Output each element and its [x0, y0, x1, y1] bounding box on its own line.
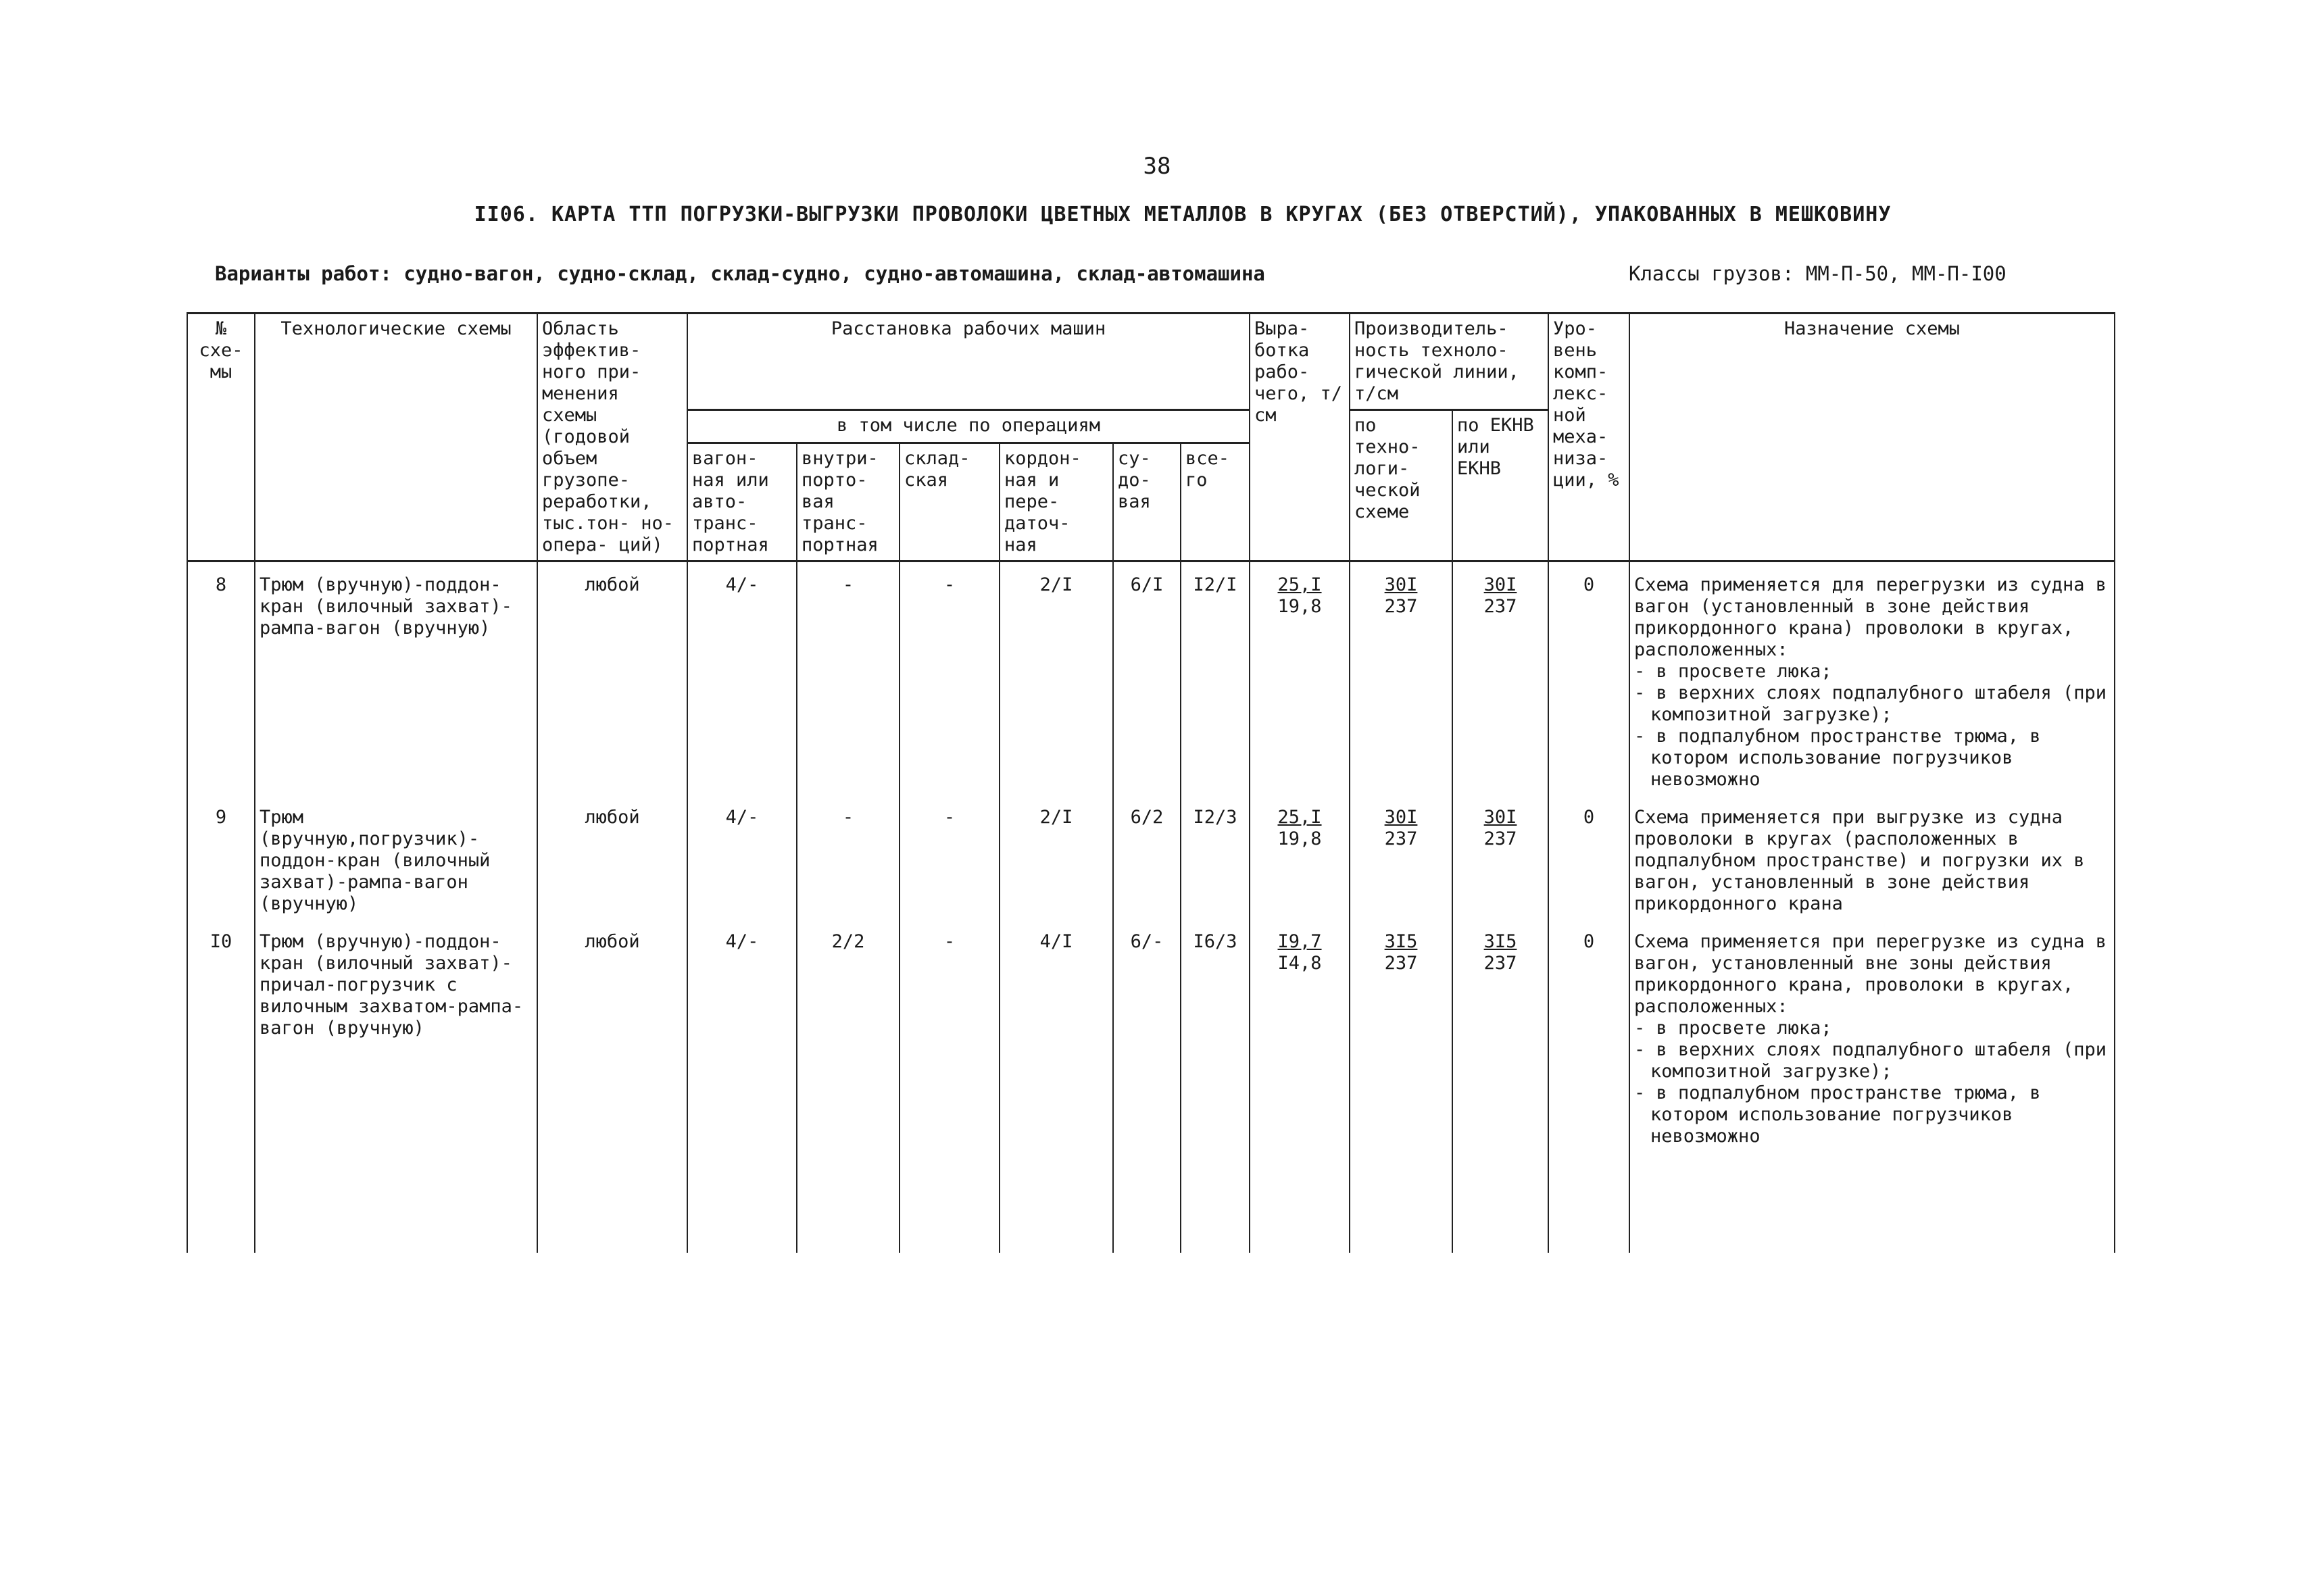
row-op-total: I6/3: [1181, 919, 1250, 1253]
row-number: I0: [187, 919, 255, 1253]
row-op-ship: 6/-: [1113, 919, 1181, 1253]
header-op-total: все- го: [1181, 443, 1250, 562]
row-op-total: I2/3: [1181, 795, 1250, 919]
row-prod-tech: [1350, 562, 1452, 795]
header-op-internal: внутри- порто- вая транс- портная: [797, 443, 900, 562]
header-mechanization-level: Уро- вень комп- лекс- ной меха- низа- ции, %: [1548, 314, 1629, 562]
output-numerator: I9,7: [1277, 931, 1322, 952]
header-op-wagon: вагон- ная или авто- транс- портная: [687, 443, 797, 562]
prod-tech-denominator: 237: [1384, 953, 1418, 974]
row-op-internal: -: [797, 562, 900, 795]
purpose-item: - в просвете люка;: [1634, 661, 1832, 682]
row-prod-tech: [1350, 919, 1452, 1253]
document-title: II06. КАРТА ТТП ПОГРУЗКИ-ВЫГРУЗКИ ПРОВОЛОКИ ЦВЕТНЫХ МЕТАЛЛОВ В КРУГАХ (БЕЗ ОТВЕРСТИЙ), УПАКОВАННЫХ В МЕШКОВИНУ: [474, 203, 1892, 226]
row-op-wagon: 4/-: [687, 795, 797, 919]
output-denominator: I4,8: [1277, 953, 1322, 974]
purpose-item: - в верхних слоях подпалубного штабеля (при композитной загрузке);: [1634, 1039, 2107, 1082]
row-number: 8: [187, 562, 255, 795]
prod-eknv-denominator: 237: [1483, 953, 1517, 974]
header-worker-output: Выра- ботка рабо- чего, т/см: [1250, 314, 1350, 562]
row-scheme: Трюм (вручную)-поддон-кран (вилочный захват)-рампа-вагон (вручную): [255, 562, 537, 795]
row-op-internal: 2/2: [797, 919, 900, 1253]
row-op-cordon: 2/I: [1000, 562, 1113, 795]
cargo-classes: Классы грузов: ММ-П-50, ММ-П-I00: [1629, 262, 2007, 285]
row-op-warehouse: -: [900, 795, 1000, 919]
row-prod-tech: [1350, 795, 1452, 919]
row-area: любой: [537, 919, 687, 1253]
row-prod-eknv: [1452, 919, 1548, 1253]
prod-eknv-numerator: 30I: [1483, 807, 1517, 828]
row-purpose: [1629, 562, 2115, 795]
row-op-warehouse: -: [900, 919, 1000, 1253]
header-op-ship: су- до- вая: [1113, 443, 1181, 562]
row-area: любой: [537, 795, 687, 919]
row-purpose: [1629, 795, 2115, 919]
prod-eknv-denominator: 237: [1483, 596, 1517, 617]
row-prod-eknv: [1452, 795, 1548, 919]
row-mechanization: 0: [1548, 795, 1629, 919]
row-scheme: Трюм (вручную)-поддон-кран (вилочный захват)-причал-погрузчик с вилочным захватом-рампа-вагон (вручную): [255, 919, 537, 1253]
purpose-item: - в верхних слоях подпалубного штабеля (при композитной загрузке);: [1634, 682, 2107, 725]
prod-eknv-numerator: 30I: [1483, 574, 1517, 595]
header-application-area: Область эффектив- ного при- менения схемы (годовой объем грузопе- реработки, тыс.тон- но-опера- ций): [537, 314, 687, 562]
tech-process-table: [187, 312, 2115, 1253]
row-output: [1250, 919, 1350, 1253]
purpose-intro: Схема применяется при выгрузке из судна проволоки в кругах (расположенных в подпалубном пространстве) и погрузки их в вагон, установленный в зоне действия прикордонного крана: [1634, 807, 2085, 914]
prod-tech-numerator: 30I: [1384, 574, 1418, 595]
row-output: [1250, 562, 1350, 795]
row-op-internal: -: [797, 795, 900, 919]
header-tech-schemes: Технологические схемы: [255, 314, 537, 562]
output-denominator: 19,8: [1277, 828, 1322, 849]
header-prod-eknv: по ЕКНВ или ЕКНВ: [1452, 410, 1548, 562]
prod-eknv-numerator: 3I5: [1483, 931, 1517, 952]
row-op-cordon: 4/I: [1000, 919, 1113, 1253]
row-output: [1250, 795, 1350, 919]
output-denominator: 19,8: [1277, 596, 1322, 617]
purpose-intro: Схема применяется при перегрузке из судна в вагон, установленный вне зоны действия прикордонного крана, проволоки в кругах, расположенных:: [1634, 931, 2107, 1017]
header-scheme-purpose: Назначение схемы: [1629, 314, 2115, 562]
row-prod-eknv: [1452, 562, 1548, 795]
header-scheme-number: № схе- мы: [187, 314, 255, 562]
header-including-operations: в том числе по операциям: [687, 410, 1250, 443]
purpose-intro: Схема применяется для перегрузки из судна в вагон (установленный в зоне действия прикордонного крана) проволоки в кругах, расположенных:: [1634, 574, 2107, 660]
page-number: 38: [1143, 153, 1171, 180]
table-row: [187, 919, 2115, 1253]
header-op-cordon: кордон- ная и пере- даточ- ная: [1000, 443, 1113, 562]
header-line-productivity: Производитель- ность техноло- гической линии, т/см: [1350, 314, 1548, 410]
row-op-wagon: 4/-: [687, 562, 797, 795]
purpose-item: - в просвете люка;: [1634, 1018, 1832, 1039]
header-machine-placement: Расстановка рабочих машин: [687, 314, 1250, 410]
row-purpose: [1629, 919, 2115, 1253]
purpose-item: - в подпалубном пространстве трюма, в котором использование погрузчиков невозможно: [1634, 726, 2041, 790]
row-mechanization: 0: [1548, 919, 1629, 1253]
row-op-total: I2/I: [1181, 562, 1250, 795]
row-op-cordon: 2/I: [1000, 795, 1113, 919]
table-row: [187, 795, 2115, 919]
row-op-ship: 6/2: [1113, 795, 1181, 919]
row-mechanization: 0: [1548, 562, 1629, 795]
purpose-item: - в подпалубном пространстве трюма, в котором использование погрузчиков невозможно: [1634, 1082, 2041, 1147]
output-numerator: 25,I: [1277, 807, 1322, 828]
table-row: [187, 562, 2115, 795]
prod-tech-denominator: 237: [1384, 596, 1418, 617]
row-area: любой: [537, 562, 687, 795]
header-op-warehouse: склад- ская: [900, 443, 1000, 562]
prod-tech-numerator: 30I: [1384, 807, 1418, 828]
row-op-wagon: 4/-: [687, 919, 797, 1253]
output-numerator: 25,I: [1277, 574, 1322, 595]
row-number: 9: [187, 795, 255, 919]
row-op-ship: 6/I: [1113, 562, 1181, 795]
work-variants: Варианты работ: судно-вагон, судно-склад, склад-судно, судно-автомашина, склад-автомашина: [215, 262, 1265, 285]
header-prod-tech-scheme: по техно- логи- ческой схеме: [1350, 410, 1452, 562]
prod-tech-denominator: 237: [1384, 828, 1418, 849]
prod-eknv-denominator: 237: [1483, 828, 1517, 849]
row-scheme: Трюм (вручную,погрузчик)-поддон-кран (вилочный захват)-рампа-вагон (вручную): [255, 795, 537, 919]
row-op-warehouse: -: [900, 562, 1000, 795]
prod-tech-numerator: 3I5: [1384, 931, 1418, 952]
